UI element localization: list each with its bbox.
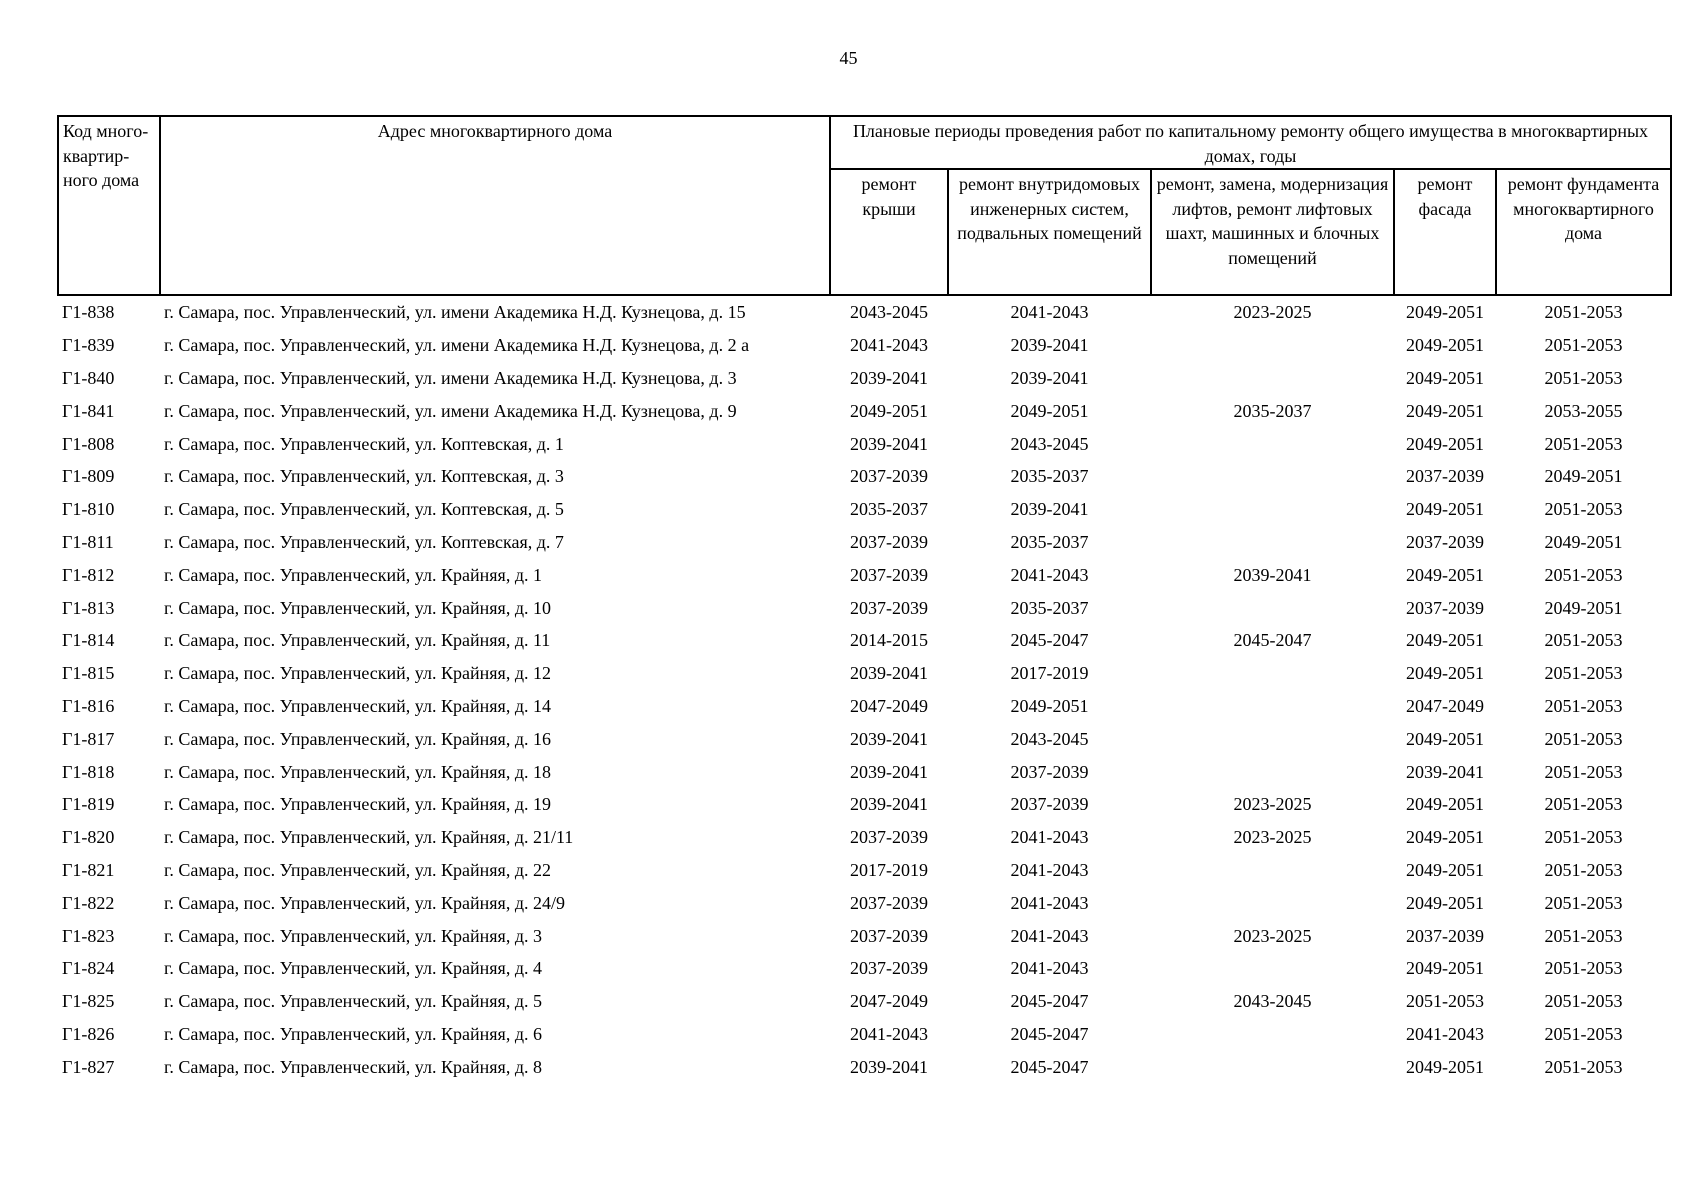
table-header bbox=[58, 116, 1671, 295]
cell-foundation: 2051-2053 bbox=[1544, 925, 1623, 946]
cell-roof: 2037-2039 bbox=[850, 564, 928, 585]
cell-code: Г1-819 bbox=[62, 794, 115, 815]
cell-foundation: 2051-2053 bbox=[1544, 663, 1623, 684]
cell-engineering: 2045-2047 bbox=[1010, 991, 1089, 1012]
cell-elevators bbox=[1151, 591, 1394, 624]
cell-facade: 2049-2051 bbox=[1406, 400, 1484, 421]
cell-elevators: 2023-2025 bbox=[1233, 925, 1312, 946]
cell-foundation: 2051-2053 bbox=[1544, 630, 1623, 651]
cell-code: Г1-812 bbox=[62, 564, 115, 585]
table-row bbox=[58, 821, 1671, 854]
cell-foundation: 2049-2051 bbox=[1544, 531, 1623, 552]
cell-foundation: 2051-2053 bbox=[1544, 761, 1623, 782]
cell-address: г. Самара, пос. Управленческий, ул. Крайняя, д. 8 bbox=[164, 1056, 542, 1077]
cell-foundation: 2051-2053 bbox=[1544, 499, 1623, 520]
cell-foundation: 2051-2053 bbox=[1544, 564, 1623, 585]
cell-code: Г1-841 bbox=[62, 400, 115, 421]
cell-address: г. Самара, пос. Управленческий, ул. Коптевская, д. 1 bbox=[164, 433, 564, 454]
cell-facade: 2049-2051 bbox=[1406, 892, 1484, 913]
cell-engineering: 2049-2051 bbox=[1010, 695, 1089, 716]
cell-foundation: 2051-2053 bbox=[1544, 1056, 1623, 1077]
header-code: Код много-квартир-ного дома bbox=[58, 116, 160, 295]
cell-code: Г1-815 bbox=[62, 663, 115, 684]
cell-address: г. Самара, пос. Управленческий, ул. Крайняя, д. 4 bbox=[164, 958, 542, 979]
cell-address: г. Самара, пос. Управленческий, ул. Крайняя, д. 3 bbox=[164, 925, 542, 946]
cell-elevators bbox=[1151, 362, 1394, 395]
header-foundation: ремонт фундамента многоквартирного дома bbox=[1496, 169, 1671, 295]
cell-engineering: 2041-2043 bbox=[1010, 958, 1089, 979]
cell-foundation: 2051-2053 bbox=[1544, 302, 1623, 323]
cell-engineering: 2041-2043 bbox=[1010, 564, 1089, 585]
cell-roof: 2039-2041 bbox=[850, 761, 928, 782]
cell-foundation: 2051-2053 bbox=[1544, 728, 1623, 749]
capital-repair-table bbox=[57, 115, 1672, 1083]
cell-address: г. Самара, пос. Управленческий, ул. имени Академика Н.Д. Кузнецова, д. 15 bbox=[164, 302, 746, 323]
table-row bbox=[58, 985, 1671, 1018]
cell-facade: 2041-2043 bbox=[1406, 1023, 1484, 1044]
cell-code: Г1-821 bbox=[62, 859, 115, 880]
cell-elevators bbox=[1151, 1018, 1394, 1051]
cell-address: г. Самара, пос. Управленческий, ул. Крайняя, д. 21/11 bbox=[164, 827, 574, 848]
cell-engineering: 2037-2039 bbox=[1010, 794, 1089, 815]
cell-code: Г1-820 bbox=[62, 827, 115, 848]
cell-engineering: 2017-2019 bbox=[1010, 663, 1089, 684]
table-row bbox=[58, 427, 1671, 460]
cell-elevators bbox=[1151, 952, 1394, 985]
cell-elevators bbox=[1151, 329, 1394, 362]
table-row bbox=[58, 755, 1671, 788]
table-row bbox=[58, 493, 1671, 526]
cell-address: г. Самара, пос. Управленческий, ул. Крайняя, д. 11 bbox=[164, 630, 551, 651]
cell-facade: 2049-2051 bbox=[1406, 630, 1484, 651]
cell-roof: 2014-2015 bbox=[850, 630, 928, 651]
cell-code: Г1-840 bbox=[62, 367, 115, 388]
cell-address: г. Самара, пос. Управленческий, ул. Коптевская, д. 5 bbox=[164, 499, 564, 520]
cell-facade: 2037-2039 bbox=[1406, 597, 1484, 618]
cell-facade: 2049-2051 bbox=[1406, 564, 1484, 585]
cell-elevators bbox=[1151, 886, 1394, 919]
table-row bbox=[58, 295, 1671, 329]
cell-elevators bbox=[1151, 690, 1394, 723]
header-elevators: ремонт, замена, модернизация лифтов, ремонт лифтовых шахт, машинных и блочных помещений bbox=[1151, 169, 1394, 295]
cell-engineering: 2041-2043 bbox=[1010, 302, 1089, 323]
cell-roof: 2037-2039 bbox=[850, 827, 928, 848]
cell-engineering: 2035-2037 bbox=[1010, 531, 1089, 552]
cell-address: г. Самара, пос. Управленческий, ул. Крайняя, д. 6 bbox=[164, 1023, 542, 1044]
cell-facade: 2047-2049 bbox=[1406, 695, 1484, 716]
cell-elevators: 2023-2025 bbox=[1233, 794, 1312, 815]
cell-address: г. Самара, пос. Управленческий, ул. Крайняя, д. 1 bbox=[164, 564, 542, 585]
cell-elevators bbox=[1151, 493, 1394, 526]
cell-code: Г1-811 bbox=[62, 531, 114, 552]
cell-roof: 2039-2041 bbox=[850, 433, 928, 454]
page-number: 45 bbox=[839, 48, 858, 68]
cell-roof: 2039-2041 bbox=[850, 663, 928, 684]
table-row bbox=[58, 919, 1671, 952]
cell-roof: 2041-2043 bbox=[850, 1023, 928, 1044]
cell-code: Г1-808 bbox=[62, 433, 115, 454]
cell-code: Г1-822 bbox=[62, 892, 115, 913]
cell-engineering: 2037-2039 bbox=[1010, 761, 1089, 782]
cell-elevators: 2043-2045 bbox=[1233, 991, 1312, 1012]
cell-engineering: 2043-2045 bbox=[1010, 728, 1089, 749]
cell-engineering: 2045-2047 bbox=[1010, 630, 1089, 651]
cell-facade: 2049-2051 bbox=[1406, 433, 1484, 454]
cell-roof: 2037-2039 bbox=[850, 597, 928, 618]
cell-elevators bbox=[1151, 854, 1394, 887]
cell-foundation: 2049-2051 bbox=[1544, 597, 1623, 618]
cell-foundation: 2051-2053 bbox=[1544, 991, 1623, 1012]
cell-engineering: 2039-2041 bbox=[1010, 367, 1089, 388]
cell-address: г. Самара, пос. Управленческий, ул. Крайняя, д. 24/9 bbox=[164, 892, 565, 913]
cell-foundation: 2053-2055 bbox=[1544, 400, 1623, 421]
cell-engineering: 2045-2047 bbox=[1010, 1023, 1089, 1044]
table-body bbox=[58, 295, 1671, 1083]
cell-roof: 2039-2041 bbox=[850, 728, 928, 749]
cell-elevators bbox=[1151, 1050, 1394, 1083]
cell-facade: 2049-2051 bbox=[1406, 1056, 1484, 1077]
cell-roof: 2043-2045 bbox=[850, 302, 928, 323]
header-engineering: ремонт внутридомовых инженерных систем, подвальных помещений bbox=[948, 169, 1151, 295]
cell-foundation: 2051-2053 bbox=[1544, 335, 1623, 356]
cell-address: г. Самара, пос. Управленческий, ул. Крайняя, д. 22 bbox=[164, 859, 551, 880]
cell-elevators bbox=[1151, 755, 1394, 788]
cell-elevators: 2045-2047 bbox=[1233, 630, 1312, 651]
cell-address: г. Самара, пос. Управленческий, ул. имени Академика Н.Д. Кузнецова, д. 9 bbox=[164, 400, 737, 421]
cell-facade: 2051-2053 bbox=[1406, 991, 1484, 1012]
cell-roof: 2049-2051 bbox=[850, 400, 928, 421]
table-row bbox=[58, 1050, 1671, 1083]
table-row bbox=[58, 558, 1671, 591]
table-row bbox=[58, 526, 1671, 559]
cell-code: Г1-817 bbox=[62, 728, 115, 749]
table-row bbox=[58, 657, 1671, 690]
header-facade: ремонт фасада bbox=[1394, 169, 1496, 295]
cell-facade: 2049-2051 bbox=[1406, 958, 1484, 979]
cell-roof: 2039-2041 bbox=[850, 1056, 928, 1077]
cell-facade: 2049-2051 bbox=[1406, 728, 1484, 749]
cell-foundation: 2051-2053 bbox=[1544, 433, 1623, 454]
cell-code: Г1-826 bbox=[62, 1023, 115, 1044]
cell-foundation: 2051-2053 bbox=[1544, 1023, 1623, 1044]
cell-elevators bbox=[1151, 526, 1394, 559]
cell-address: г. Самара, пос. Управленческий, ул. Коптевская, д. 7 bbox=[164, 531, 564, 552]
cell-code: Г1-838 bbox=[62, 302, 115, 323]
cell-code: Г1-814 bbox=[62, 630, 115, 651]
cell-code: Г1-839 bbox=[62, 335, 115, 356]
cell-address: г. Самара, пос. Управленческий, ул. Крайняя, д. 14 bbox=[164, 695, 551, 716]
cell-engineering: 2039-2041 bbox=[1010, 335, 1089, 356]
cell-roof: 2037-2039 bbox=[850, 925, 928, 946]
table-row bbox=[58, 1018, 1671, 1051]
table-row bbox=[58, 886, 1671, 919]
table-row bbox=[58, 624, 1671, 657]
cell-elevators bbox=[1151, 427, 1394, 460]
table-row bbox=[58, 460, 1671, 493]
cell-roof: 2037-2039 bbox=[850, 958, 928, 979]
cell-foundation: 2051-2053 bbox=[1544, 695, 1623, 716]
cell-engineering: 2035-2037 bbox=[1010, 597, 1089, 618]
cell-roof: 2037-2039 bbox=[850, 466, 928, 487]
cell-foundation: 2051-2053 bbox=[1544, 859, 1623, 880]
cell-elevators: 2035-2037 bbox=[1233, 400, 1312, 421]
header-address: Адрес многоквартирного дома bbox=[160, 116, 830, 295]
cell-elevators: 2039-2041 bbox=[1233, 564, 1312, 585]
table-row bbox=[58, 329, 1671, 362]
table-row bbox=[58, 854, 1671, 887]
cell-facade: 2049-2051 bbox=[1406, 367, 1484, 388]
cell-roof: 2041-2043 bbox=[850, 335, 928, 356]
table-row bbox=[58, 591, 1671, 624]
cell-foundation: 2051-2053 bbox=[1544, 958, 1623, 979]
cell-engineering: 2049-2051 bbox=[1010, 400, 1089, 421]
header-roof: ремонт крыши bbox=[830, 169, 948, 295]
cell-code: Г1-825 bbox=[62, 991, 115, 1012]
cell-facade: 2049-2051 bbox=[1406, 499, 1484, 520]
cell-facade: 2049-2051 bbox=[1406, 335, 1484, 356]
cell-code: Г1-823 bbox=[62, 925, 115, 946]
cell-foundation: 2049-2051 bbox=[1544, 466, 1623, 487]
cell-engineering: 2043-2045 bbox=[1010, 433, 1089, 454]
cell-engineering: 2045-2047 bbox=[1010, 1056, 1089, 1077]
header-periods: Плановые периоды проведения работ по капитальному ремонту общего имущества в многоквартирных домах, годы bbox=[830, 116, 1671, 169]
cell-code: Г1-827 bbox=[62, 1056, 115, 1077]
cell-roof: 2037-2039 bbox=[850, 531, 928, 552]
cell-facade: 2037-2039 bbox=[1406, 531, 1484, 552]
cell-engineering: 2041-2043 bbox=[1010, 827, 1089, 848]
cell-facade: 2039-2041 bbox=[1406, 761, 1484, 782]
cell-elevators: 2023-2025 bbox=[1233, 302, 1312, 323]
cell-engineering: 2035-2037 bbox=[1010, 466, 1089, 487]
cell-address: г. Самара, пос. Управленческий, ул. Крайняя, д. 19 bbox=[164, 794, 551, 815]
cell-engineering: 2039-2041 bbox=[1010, 499, 1089, 520]
table-row bbox=[58, 394, 1671, 427]
cell-address: г. Самара, пос. Управленческий, ул. Крайняя, д. 12 bbox=[164, 663, 551, 684]
table-row bbox=[58, 362, 1671, 395]
cell-elevators: 2023-2025 bbox=[1233, 827, 1312, 848]
cell-address: г. Самара, пос. Управленческий, ул. Крайняя, д. 5 bbox=[164, 991, 542, 1012]
cell-address: г. Самара, пос. Управленческий, ул. Крайняя, д. 16 bbox=[164, 728, 551, 749]
cell-address: г. Самара, пос. Управленческий, ул. Коптевская, д. 3 bbox=[164, 466, 564, 487]
cell-code: Г1-813 bbox=[62, 597, 115, 618]
cell-facade: 2049-2051 bbox=[1406, 302, 1484, 323]
cell-roof: 2047-2049 bbox=[850, 695, 928, 716]
cell-roof: 2037-2039 bbox=[850, 892, 928, 913]
cell-code: Г1-810 bbox=[62, 499, 115, 520]
cell-foundation: 2051-2053 bbox=[1544, 794, 1623, 815]
cell-engineering: 2041-2043 bbox=[1010, 859, 1089, 880]
table-row bbox=[58, 690, 1671, 723]
cell-facade: 2049-2051 bbox=[1406, 663, 1484, 684]
cell-facade: 2049-2051 bbox=[1406, 827, 1484, 848]
cell-foundation: 2051-2053 bbox=[1544, 367, 1623, 388]
cell-roof: 2039-2041 bbox=[850, 367, 928, 388]
cell-roof: 2017-2019 bbox=[850, 859, 928, 880]
cell-foundation: 2051-2053 bbox=[1544, 892, 1623, 913]
table-row bbox=[58, 788, 1671, 821]
cell-code: Г1-816 bbox=[62, 695, 115, 716]
cell-address: г. Самара, пос. Управленческий, ул. Крайняя, д. 18 bbox=[164, 761, 551, 782]
cell-address: г. Самара, пос. Управленческий, ул. имени Академика Н.Д. Кузнецова, д. 2 а bbox=[164, 335, 750, 356]
table-row bbox=[58, 722, 1671, 755]
cell-code: Г1-809 bbox=[62, 466, 115, 487]
cell-elevators bbox=[1151, 657, 1394, 690]
cell-engineering: 2041-2043 bbox=[1010, 925, 1089, 946]
cell-address: г. Самара, пос. Управленческий, ул. Крайняя, д. 10 bbox=[164, 597, 551, 618]
cell-engineering: 2041-2043 bbox=[1010, 892, 1089, 913]
cell-foundation: 2051-2053 bbox=[1544, 827, 1623, 848]
cell-roof: 2039-2041 bbox=[850, 794, 928, 815]
cell-roof: 2047-2049 bbox=[850, 991, 928, 1012]
cell-roof: 2035-2037 bbox=[850, 499, 928, 520]
cell-facade: 2049-2051 bbox=[1406, 794, 1484, 815]
cell-elevators bbox=[1151, 460, 1394, 493]
cell-facade: 2037-2039 bbox=[1406, 466, 1484, 487]
table-row bbox=[58, 952, 1671, 985]
cell-code: Г1-824 bbox=[62, 958, 115, 979]
cell-code: Г1-818 bbox=[62, 761, 115, 782]
cell-facade: 2049-2051 bbox=[1406, 859, 1484, 880]
cell-address: г. Самара, пос. Управленческий, ул. имени Академика Н.Д. Кузнецова, д. 3 bbox=[164, 367, 737, 388]
cell-elevators bbox=[1151, 722, 1394, 755]
cell-facade: 2037-2039 bbox=[1406, 925, 1484, 946]
